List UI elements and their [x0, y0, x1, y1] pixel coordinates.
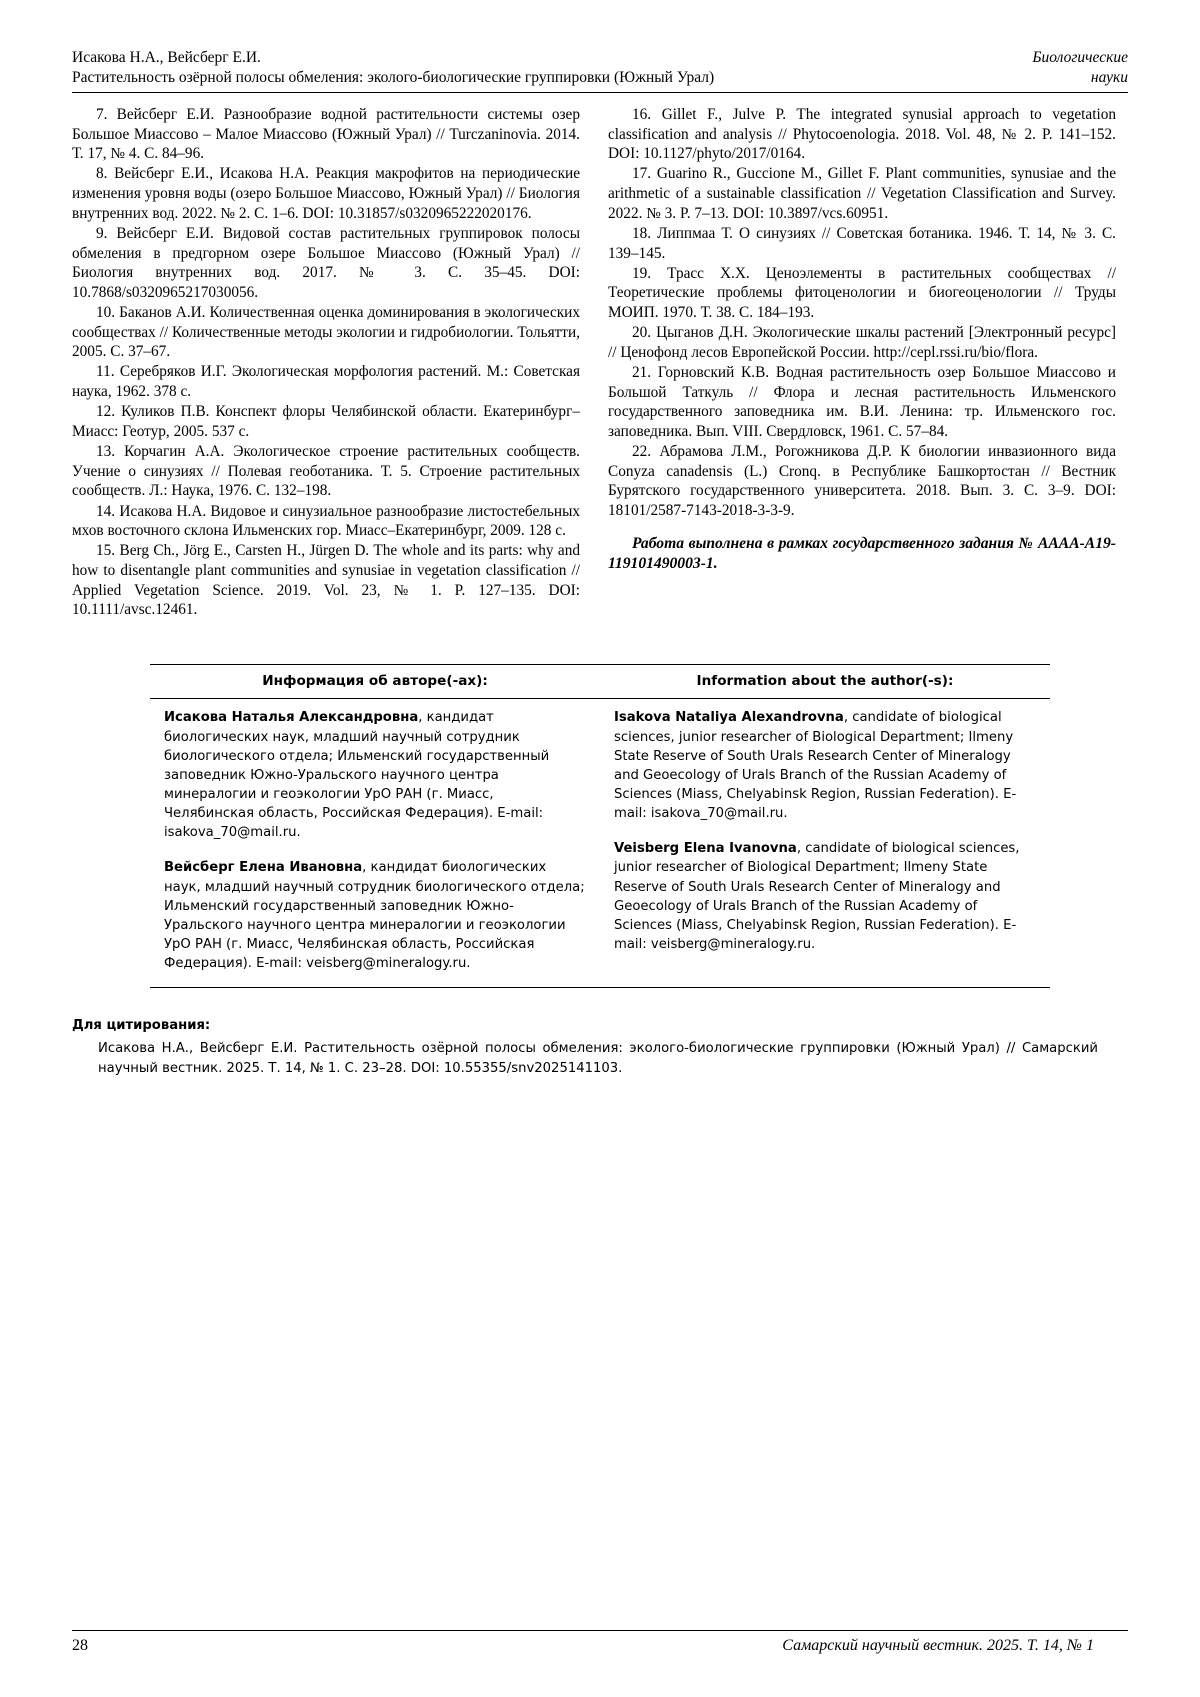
table-row: [150, 699, 1050, 988]
author-affiliation: , candidate of biological sciences, junior researcher of Biological Department; Ilmeny State Reserve of South Urals Research Center of Mineralogy and Geoecology of Urals Branch of the Russian Academy of Sciences (Miass, Chelyabinsk Region, Russian Federation). E-mail: isakova_70@mail.ru.: [614, 710, 1017, 822]
author-entry: [614, 839, 1036, 954]
reference-item: 11. Серебряков И.Г. Экологическая морфология растений. М.: Советская наука, 1962. 378 с.: [72, 363, 580, 401]
funding-note: Работа выполнена в рамках государственного задания № АААА-А19-119101490003-1.: [608, 534, 1116, 572]
reference-item: 13. Корчагин А.А. Экологическое строение растительных сообществ. Учение о синузиях // Полевая геоботаника. Т. 5. Строение растительных сообществ. Л.: Наука, 1976. С. 132–198.: [72, 443, 580, 500]
author-entry: [614, 708, 1036, 823]
reference-item: 15. Berg Ch., Jörg E., Carsten H., Jürgen D. The whole and its parts: why and how to disentangle plant communities and synusiae in vegetation classification // Applied Vegetation Science. 2019. Vol. 23, № 1. P. 127–135. DOI: 10.1111/avsc.12461.: [72, 542, 580, 619]
reference-item: 19. Трасс Х.Х. Ценоэлементы в растительных сообществах // Теоретические проблемы фитоценологии и биогеоценологии // Труды МОИП. 1970. Т. 38. С. 184–193.: [608, 264, 1116, 321]
reference-item: 9. Вейсберг Е.И. Видовой состав растительных группировок полосы обмеления в предгорном озере Большое Миассово (Южный Урал) // Биология внутренних вод. 2017. № 3. С. 35–45. DOI: 10.7868/s0320965217030056.: [72, 224, 580, 301]
reference-item: 22. Абрамова Л.М., Рогожникова Д.Р. К биологии инвазионного вида Conyza canadensis (L.) Cronq. в Республике Башкортостан // Вестник Бурятского государственного университета. 2018. Вып. 3. С. 3–9. DOI: 18101/2587-7143-2018-3-3-9.: [608, 443, 1116, 520]
authors-cell-ru: [150, 699, 600, 988]
running-head-section: [1018, 48, 1128, 89]
author-entry: [164, 708, 586, 842]
author-affiliation: , кандидат биологических наук, младший научный сотрудник биологического отдела; Ильменский государственный заповедник Южно-Уральского научного центра минералогии и геоэкологии УрО РАН (г. Миасс, Челябинская область, Российская Федерация). E-mail: isakova_70@mail.ru.: [164, 710, 550, 841]
citation-block: [72, 1016, 1128, 1077]
reference-item: 10. Баканов А.И. Количественная оценка доминирования в экологических сообществах // Количественные методы экологии и гидробиологии. Тольятти, 2005. С. 37–67.: [72, 303, 580, 361]
author-entry: [164, 858, 586, 973]
references-column-left: [72, 105, 580, 621]
reference-item: 17. Guarino R., Guccione M., Gillet F. Plant communities, synusiae and the arithmetic of a sustainable classification // Vegetation Classification and Survey. 2022. № 3. P. 7–13. DOI: 10.3897/vcs.60951.: [608, 165, 1116, 222]
references-column-right: [608, 105, 1116, 621]
running-head-left: [72, 48, 1018, 89]
column-header-en: Information about the author(-s):: [600, 665, 1050, 699]
author-name: Veisberg Elena Ivanovna: [614, 841, 797, 857]
running-head-authors: Исакова Н.А., Вейсберг Е.И.: [72, 49, 261, 66]
author-information-table: [150, 664, 1050, 988]
author-affiliation: , кандидат биологических наук, младший научный сотрудник биологического отдела; Ильменский государственный заповедник Южно-Уральского научного центра минералогии и геоэкологии УрО РАН (г. Миасс, Челябинская область, Российская Федерация). E-mail: veisberg@mineralogy.ru.: [164, 860, 585, 972]
section-line-1: Биологические: [1032, 49, 1128, 66]
author-name: Исакова Наталья Александровна: [164, 710, 419, 726]
reference-item: 18. Липпмаа Т. О синузиях // Советская ботаника. 1946. Т. 14, № 3. С. 139–145.: [608, 224, 1116, 262]
citation-title: Для цитирования:: [72, 1018, 211, 1034]
table-header-row: [150, 665, 1050, 699]
page-footer: [72, 1630, 1128, 1655]
reference-item: 21. Горновский К.В. Водная растительность озер Большое Миассово и Большой Таткуль // Флора и лесная растительность Ильменского государственного заповедника им. В.И. Ленина: тр. Ильменского гос. заповедника. Вып. VIII. Свердловск, 1961. С. 57–84.: [608, 363, 1116, 440]
reference-item: 12. Куликов П.В. Конспект флоры Челябинской области. Екатеринбург–Миасс: Геотур, 2005. 537 с.: [72, 403, 580, 440]
header-divider: [72, 92, 1128, 93]
page-number: 28: [72, 1637, 88, 1654]
journal-reference: Самарский научный вестник. 2025. Т. 14, № 1: [782, 1637, 1094, 1654]
authors-cell-en: [600, 699, 1050, 988]
author-name: Вейсберг Елена Ивановна: [164, 860, 363, 876]
citation-text: Исакова Н.А., Вейсберг Е.И. Растительность озёрной полосы обмеления: эколого-биологические группировки (Южный Урал) // Самарский научный вестник. 2025. Т. 14, № 1. С. 23–28. DOI: 10.55355/snv2025141103.: [98, 1041, 1098, 1076]
section-line-2: науки: [1090, 69, 1128, 87]
author-name: Isakova Nataliya Alexandrovna: [614, 710, 844, 726]
running-head-title: Растительность озёрной полосы обмеления: эколого-биологические группировки (Южный Урал): [72, 69, 715, 87]
author-affiliation: , candidate of biological sciences, junior researcher of Biological Department; Ilmeny State Reserve of South Urals Research Center of Mineralogy and Geoecology of Urals Branch of the Russian Academy of Sciences (Miass, Chelyabinsk Region, Russian Federation). E-mail: veisberg@mineralogy.ru.: [614, 841, 1020, 953]
footer-divider: [72, 1630, 1128, 1631]
column-header-ru: Информация об авторе(-ах):: [150, 665, 600, 699]
reference-item: 16. Gillet F., Julve P. The integrated synusial approach to vegetation classification and analysis // Phytocoenologia. 2018. Vol. 48, № 2. P. 141–152. DOI: 10.1127/phyto/2017/0164.: [608, 105, 1116, 163]
running-head: [72, 48, 1128, 89]
reference-item: 20. Цыганов Д.Н. Экологические шкалы растений [Электронный ресурс] // Ценофонд лесов Европейской России. http://cepl.rssi.ru/bio/flora.: [608, 324, 1116, 361]
reference-item: 14. Исакова Н.А. Видовое и синузиальное разнообразие листостебельных мхов восточного склона Ильменских гор. Миасс–Екатеринбург, 2009. 128 с.: [72, 502, 580, 540]
reference-item: 7. Вейсберг Е.И. Разнообразие водной растительности системы озер Большое Миассово – Малое Миассово (Южный Урал) // Turczaninovia. 2014. Т. 17, № 4. С. 84–96.: [72, 105, 580, 163]
reference-item: 8. Вейсберг Е.И., Исакова Н.А. Реакция макрофитов на периодические изменения уровня воды (озеро Большое Миассово, Южный Урал) // Биология внутренних вод. 2022. № 2. С. 1–6. DOI: 10.31857/s0320965222020176.: [72, 165, 580, 222]
references-columns: [72, 105, 1128, 621]
